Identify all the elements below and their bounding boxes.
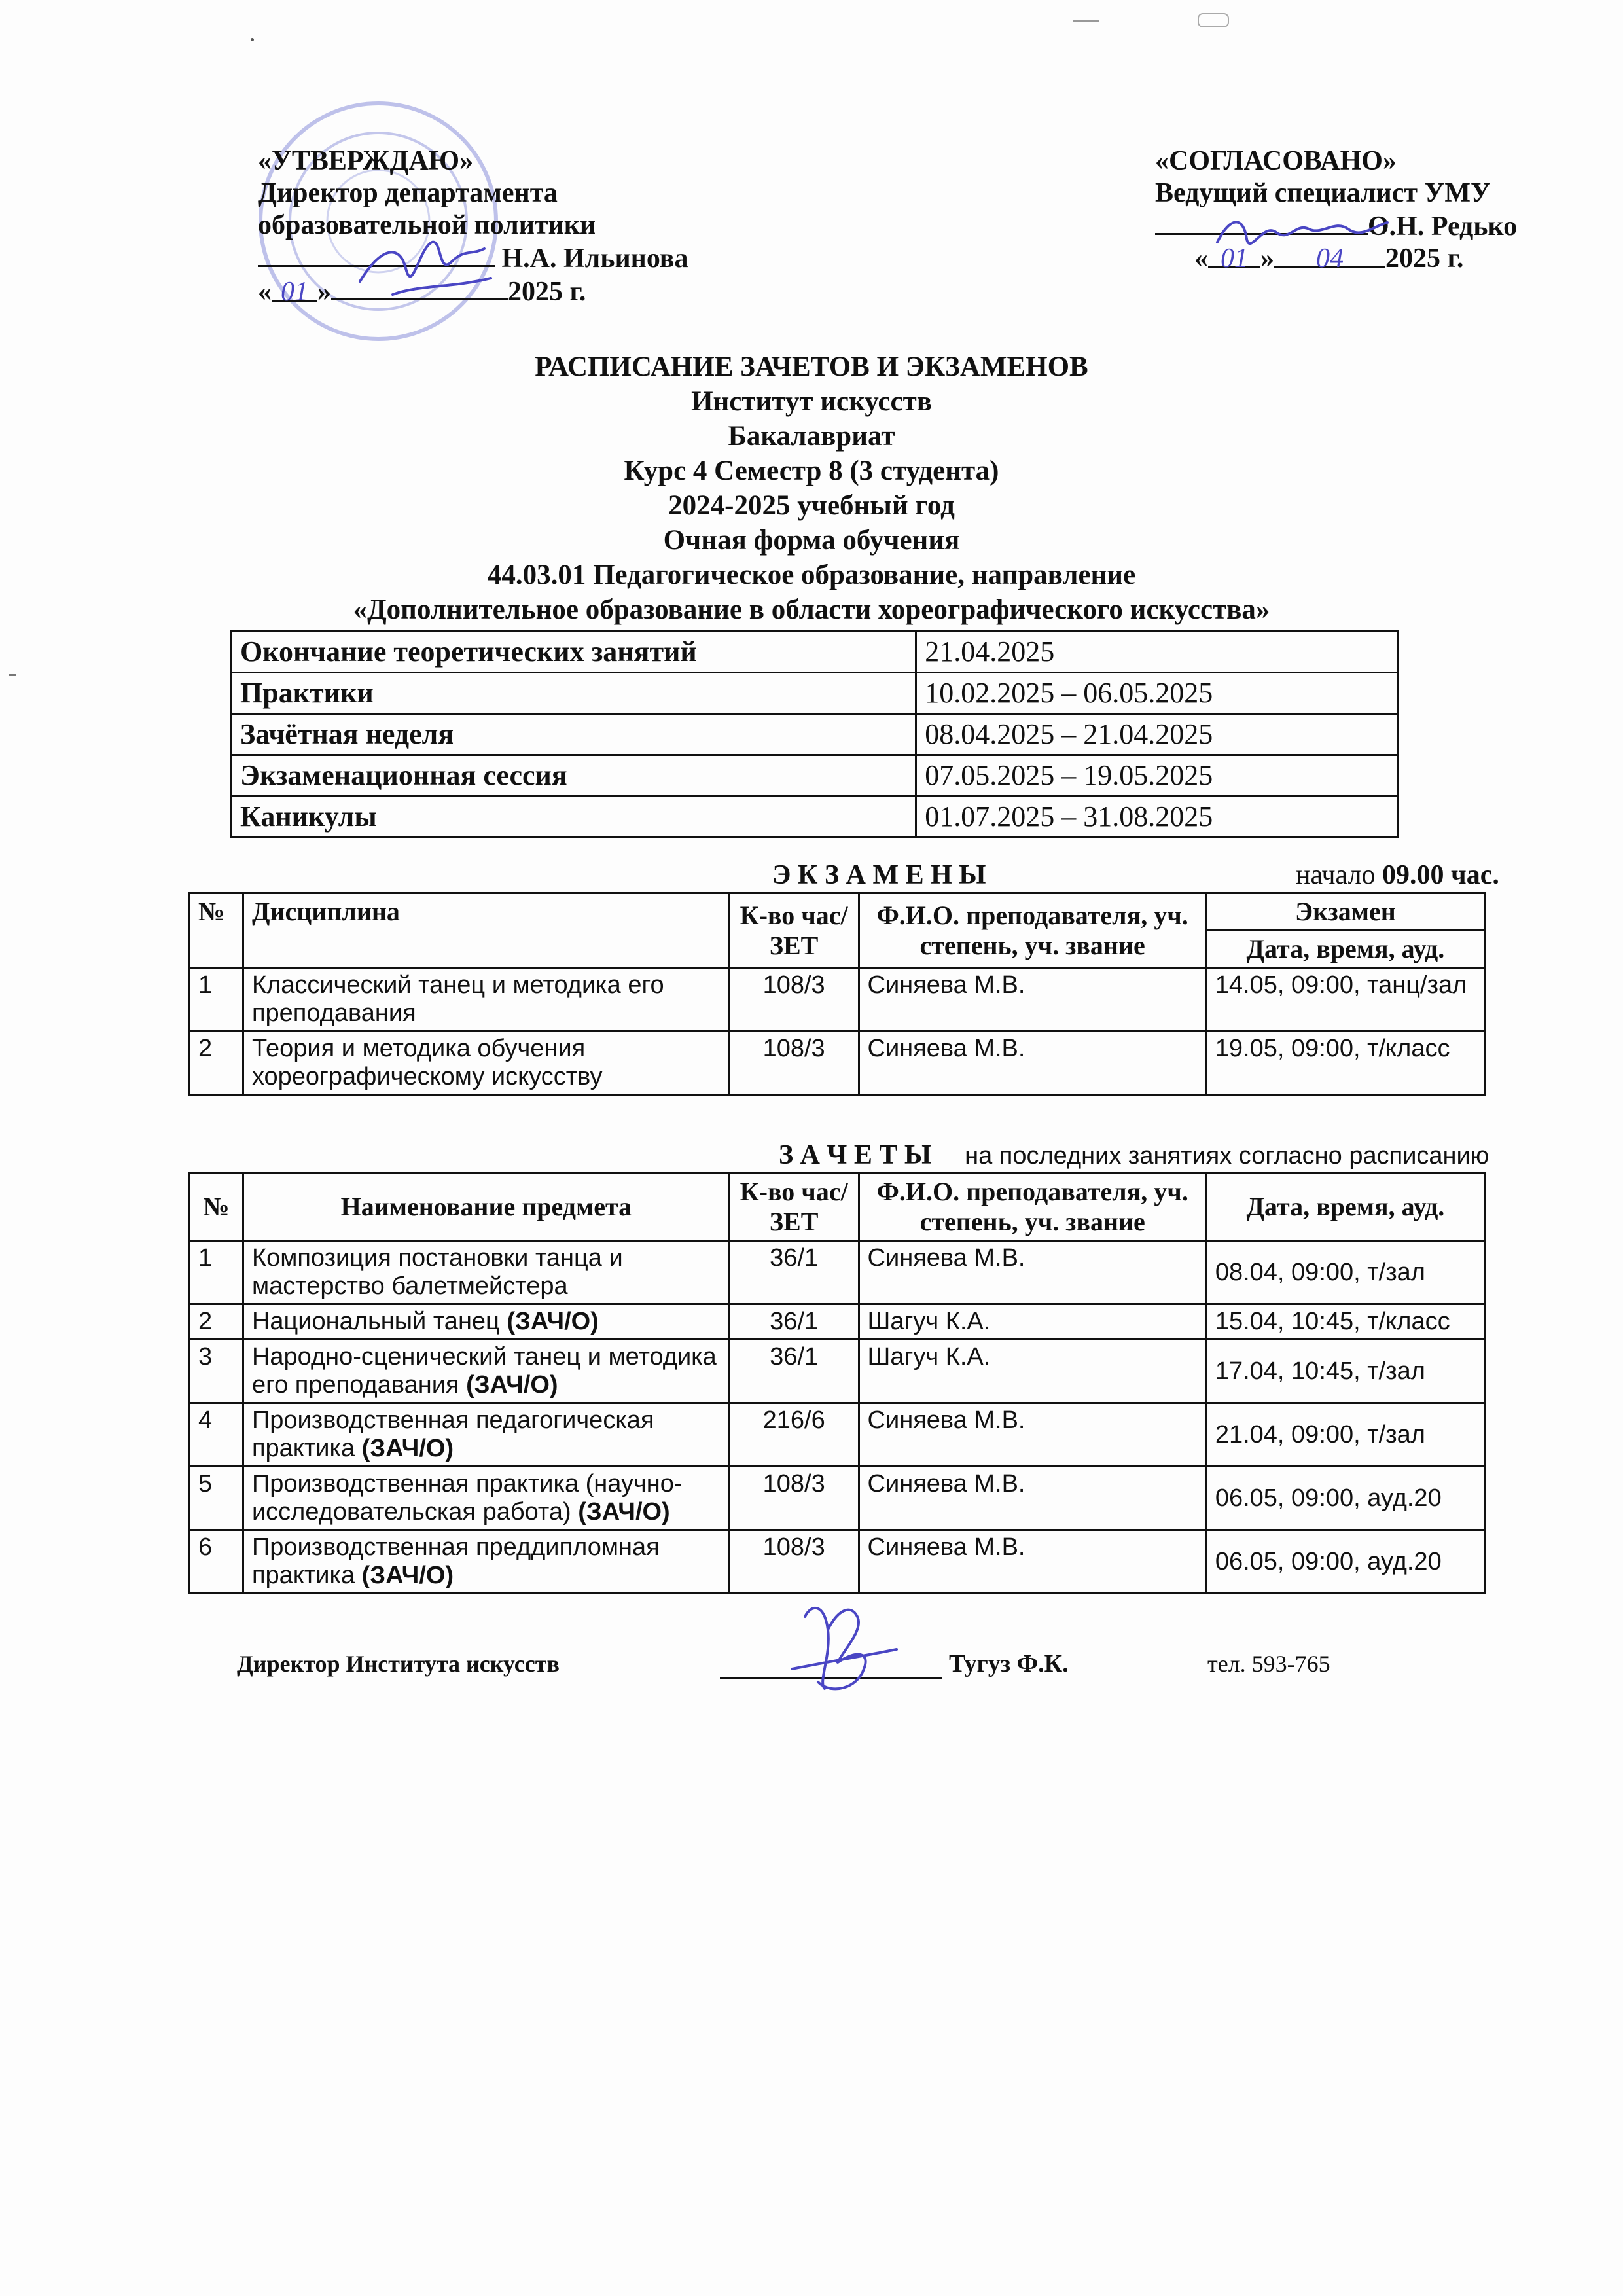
col-teacher: Ф.И.О. преподавателя, уч. степень, уч. звание xyxy=(859,1174,1206,1241)
period-label: Окончание теоретических занятий xyxy=(232,632,916,673)
credits-heading: З А Ч Е Т Ы xyxy=(779,1140,932,1170)
exam-hours: 108/3 xyxy=(729,968,859,1031)
period-value: 10.02.2025 – 06.05.2025 xyxy=(916,673,1399,714)
period-label: Зачётная неделя xyxy=(232,714,916,755)
col-datetime: Дата, время, ауд. xyxy=(1206,1174,1484,1241)
credit-datetime: 17.04, 10:45, т/зал xyxy=(1206,1340,1484,1403)
credit-datetime: 08.04, 09:00, т/зал xyxy=(1206,1241,1484,1304)
credit-row xyxy=(190,1403,1485,1467)
agree-year: 2025 г. xyxy=(1385,243,1464,274)
credit-form-tag: (ЗАЧ/О) xyxy=(361,1562,454,1589)
credit-subject-text: Народно-сценический танец и методика его преподавания xyxy=(251,1343,717,1399)
credit-subject xyxy=(243,1403,729,1467)
agree-heading: «СОГЛАСОВАНО» xyxy=(1155,146,1397,176)
footer-position: Директор Института искусств xyxy=(237,1651,560,1677)
credit-subject-text: Композиция постановки танца и мастерство балетмейстера xyxy=(251,1244,623,1300)
credit-teacher: Синяева М.В. xyxy=(859,1467,1206,1530)
credit-datetime: 21.04, 09:00, т/зал xyxy=(1206,1403,1484,1467)
credit-num: 5 xyxy=(190,1467,243,1530)
credit-subject-text: Производственная педагогическая практика xyxy=(251,1407,654,1462)
institute-name: Институт искусств xyxy=(691,386,932,417)
agree-position: Ведущий специалист УМУ xyxy=(1155,178,1491,208)
credit-subject-text: Национальный танец xyxy=(251,1308,507,1335)
col-num: № xyxy=(190,1174,243,1241)
agree-month: 04 xyxy=(1274,243,1385,268)
credit-teacher: Синяева М.В. xyxy=(859,1241,1206,1304)
col-hours: К-во час/ ЗЕТ xyxy=(729,893,859,968)
exam-discipline: Теория и методика обучения хореографическому искусству xyxy=(243,1031,729,1095)
scan-speck xyxy=(1198,13,1229,27)
period-value: 07.05.2025 – 19.05.2025 xyxy=(916,755,1399,797)
credit-num: 1 xyxy=(190,1241,243,1304)
credit-subject xyxy=(243,1530,729,1594)
program-code: 44.03.01 Педагогическое образование, направление xyxy=(487,560,1136,590)
director-signature xyxy=(766,1590,916,1708)
period-row xyxy=(232,797,1399,838)
credits-table xyxy=(188,1172,1486,1594)
approve-signature xyxy=(353,223,504,308)
period-row xyxy=(232,755,1399,797)
period-value: 01.07.2025 – 31.08.2025 xyxy=(916,797,1399,838)
credit-teacher: Синяева М.В. xyxy=(859,1530,1206,1594)
exam-num: 2 xyxy=(190,1031,243,1095)
period-row xyxy=(232,632,1399,673)
credit-teacher: Шагуч К.А. xyxy=(859,1304,1206,1340)
exam-num: 1 xyxy=(190,968,243,1031)
credit-hours: 36/1 xyxy=(729,1241,859,1304)
credit-row xyxy=(190,1304,1485,1340)
agree-signature xyxy=(1211,203,1394,262)
col-datetime: Дата, время, ауд. xyxy=(1206,931,1484,968)
agree-day: 01 xyxy=(1208,243,1260,268)
course-semester: Курс 4 Семестр 8 (3 студента) xyxy=(624,456,999,486)
degree-level: Бакалавриат xyxy=(728,421,895,452)
credit-subject xyxy=(243,1304,729,1340)
credit-hours: 36/1 xyxy=(729,1304,859,1340)
exam-row xyxy=(190,968,1485,1031)
col-num: № xyxy=(190,893,243,968)
agree-date-line: « 01 » 04 2025 г. xyxy=(1194,243,1464,274)
approve-year: 2025 г. xyxy=(508,277,586,307)
exams-heading: Э К З А М Е Н Ы xyxy=(772,860,986,890)
period-label: Каникулы xyxy=(232,797,916,838)
credit-teacher: Синяева М.В. xyxy=(859,1403,1206,1467)
program-profile: «Дополнительное образование в области хореографического искусства» xyxy=(353,594,1270,625)
period-row xyxy=(232,714,1399,755)
credits-heading-line xyxy=(779,1139,1489,1172)
periods-table xyxy=(230,630,1399,838)
exam-datetime: 19.05, 09:00, т/класс xyxy=(1206,1031,1484,1095)
scan-speck xyxy=(1073,20,1099,22)
credit-teacher: Шагуч К.А. xyxy=(859,1340,1206,1403)
credit-hours: 216/6 xyxy=(729,1403,859,1467)
credit-subject xyxy=(243,1340,729,1403)
credit-row xyxy=(190,1340,1485,1403)
approve-position-line1: Директор департамента xyxy=(258,178,558,208)
period-value: 21.04.2025 xyxy=(916,632,1399,673)
credit-hours: 36/1 xyxy=(729,1340,859,1403)
credit-hours: 108/3 xyxy=(729,1530,859,1594)
credit-row xyxy=(190,1467,1485,1530)
footer-name: Тугуз Ф.К. xyxy=(949,1650,1069,1677)
period-label: Экзаменационная сессия xyxy=(232,755,916,797)
credit-num: 6 xyxy=(190,1530,243,1594)
credit-row xyxy=(190,1530,1485,1594)
credit-subject-text: Производственная практика (научно-исследовательская работа) xyxy=(251,1470,683,1526)
exams-table xyxy=(188,892,1486,1096)
credits-note: на последних занятиях согласно расписанию xyxy=(965,1142,1489,1170)
exam-teacher: Синяева М.В. xyxy=(859,968,1206,1031)
approve-date-line: « 01 » 2025 г. xyxy=(258,275,688,308)
col-hours: К-во час/ЗЕТ xyxy=(729,1174,859,1241)
scan-speck xyxy=(9,674,16,676)
approve-name: Н.А. Ильинова xyxy=(501,243,688,274)
credit-datetime: 15.04, 10:45, т/класс xyxy=(1206,1304,1484,1340)
credit-subject-text: Производственная преддипломная практика xyxy=(251,1534,660,1589)
credit-row xyxy=(190,1241,1485,1304)
credit-num: 3 xyxy=(190,1340,243,1403)
credit-subject xyxy=(243,1241,729,1304)
scan-speck xyxy=(251,38,254,41)
exam-discipline: Классический танец и методика его преподавания xyxy=(243,968,729,1031)
footer-phone: тел. 593-765 xyxy=(1207,1651,1330,1677)
exam-datetime: 14.05, 09:00, танц/зал xyxy=(1206,968,1484,1031)
credit-datetime: 06.05, 09:00, ауд.20 xyxy=(1206,1467,1484,1530)
approve-heading: «УТВЕРЖДАЮ» xyxy=(258,146,474,176)
credit-num: 4 xyxy=(190,1403,243,1467)
credit-form-tag: (ЗАЧ/О) xyxy=(507,1308,599,1335)
study-form: Очная форма обучения xyxy=(663,525,960,556)
credit-form-tag: (ЗАЧ/О) xyxy=(466,1371,558,1399)
col-subject: Наименование предмета xyxy=(243,1174,729,1241)
exam-row xyxy=(190,1031,1485,1095)
credit-subject xyxy=(243,1467,729,1530)
credit-form-tag: (ЗАЧ/О) xyxy=(578,1498,670,1526)
col-teacher: Ф.И.О. преподавателя, уч. степень, уч. звание xyxy=(859,893,1206,968)
period-label: Практики xyxy=(232,673,916,714)
credit-hours: 108/3 xyxy=(729,1467,859,1530)
credit-form-tag: (ЗАЧ/О) xyxy=(361,1435,454,1462)
col-exam: Экзамен xyxy=(1206,893,1484,931)
academic-year: 2024-2025 учебный год xyxy=(668,490,955,521)
exam-teacher: Синяева М.В. xyxy=(859,1031,1206,1095)
credit-num: 2 xyxy=(190,1304,243,1340)
credit-datetime: 06.05, 09:00, ауд.20 xyxy=(1206,1530,1484,1594)
period-row xyxy=(232,673,1399,714)
exams-start: начало 09.00 час. xyxy=(1296,860,1499,890)
col-discipline: Дисциплина xyxy=(243,893,729,968)
exam-hours: 108/3 xyxy=(729,1031,859,1095)
approve-day: 01 xyxy=(272,276,317,302)
document-title: РАСПИСАНИЕ ЗАЧЕТОВ И ЭКЗАМЕНОВ xyxy=(535,351,1088,382)
approve-position-line2: образовательной политики xyxy=(258,210,596,240)
agree-name: О.Н. Редько xyxy=(1368,211,1518,242)
period-value: 08.04.2025 – 21.04.2025 xyxy=(916,714,1399,755)
